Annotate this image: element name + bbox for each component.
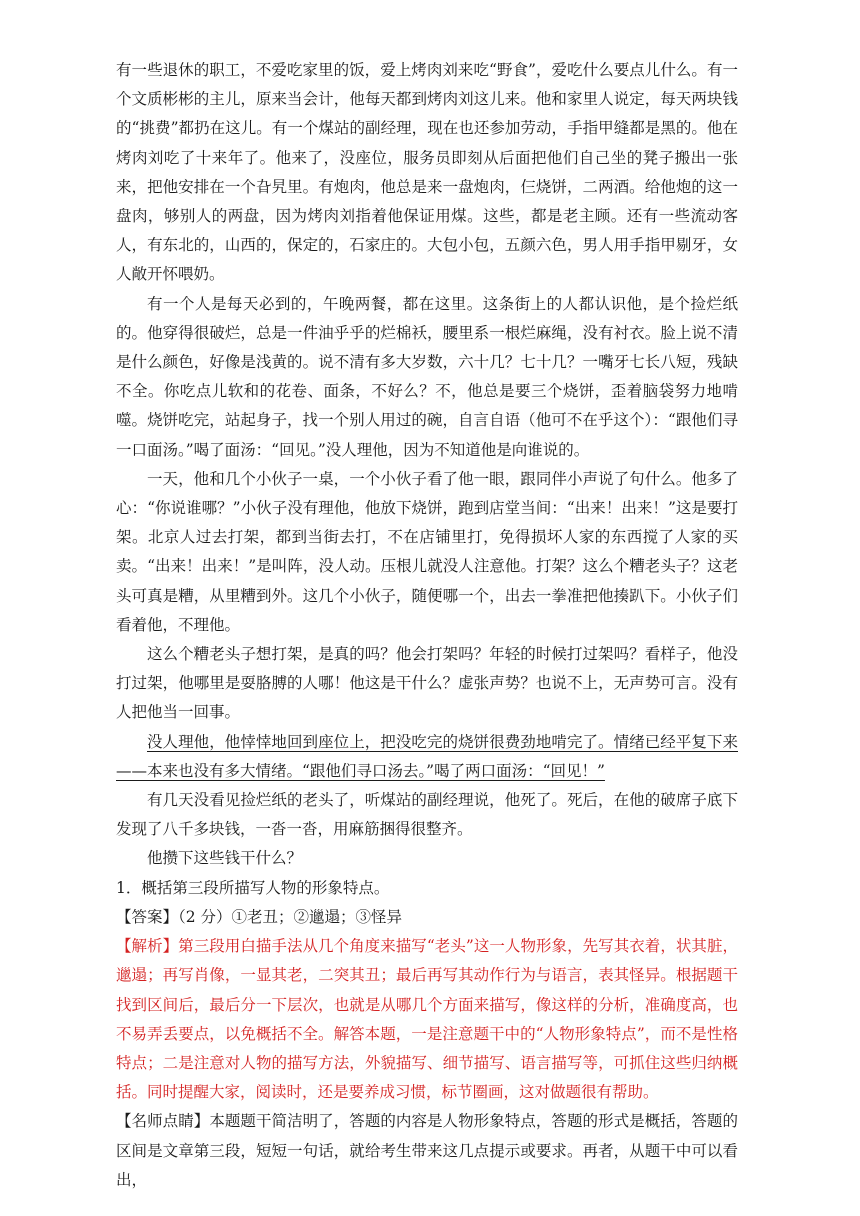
underlined-text: 没人理他，他悻悻地回到座位上，把没吃完的烧饼很费劲地啃完了。情绪已经平复下来——本来也没有多大情绪。“跟他们寻口汤去。”喝了两口面汤：“回见！” — [116, 732, 738, 780]
paragraph-3: 一天，他和几个小伙子一桌，一个小伙子看了他一眼，跟同伴小声说了句什么。他多了心：“你说谁哪？”小伙子没有理他，他放下烧饼，跑到店堂当间：“出来！出来！”这是要打架。北京人过去打架，都到当街去打，不在店铺里打，免得损坏人家的东西搅了人家的买卖。“出来！出来！”是叫阵，没人动。压根儿就没人注意他。打架？这么个糟老头子？这老头可真是糟，从里糟到外。这几个小伙子，随便哪一个，出去一拳准把他揍趴下。小伙子们看着他，不理他。 — [116, 469, 738, 634]
paragraph-1: 有一些退休的职工，不爱吃家里的饭，爱上烤肉刘来吃“野食”，爱吃什么要点儿什么。有一个文质彬彬的主儿，原来当会计，他每天都到烤肉刘这儿来。他和家里人说定，每天两块钱的“挑费”都扔在这儿。有一个煤站的副经理，现在也还参加劳动，手指甲缝都是黑的。他在烤肉刘吃了十来年了。他来了，没座位，服务员即刻从后面把他们自己坐的凳子搬出一张来，把他安排在一个旮旯里。有炮肉，他总是来一盘炮肉，仨烧饼，二两酒。给他炮的这一盘肉，够别人的两盘，因为烤肉刘指着他保证用煤。这些，都是老主顾。还有一些流动客人，有东北的，山西的，保定的，石家庄的。大包小包，五颜六色，男人用手指甲剔牙，女人敞开怀喂奶。 — [116, 61, 738, 284]
tip-text: 本题题干简洁明了，答题的内容是人物形象特点，答题的形式是概括，答题的区间是文章第三段，短短一句话，就给考生带来这几点提示或要求。再者，从题干中可以看出， — [116, 1112, 738, 1189]
tip-label: 【名师点睛】 — [116, 1112, 210, 1131]
paragraph-4: 这么个糟老头子想打架，是真的吗？他会打架吗？年轻的时候打过架吗？看样子，他没打过架，他哪里是耍胳膊的人哪！他这是干什么？虚张声势？也说不上，无声势可言。没有人把他当一回事。 — [116, 645, 738, 722]
paragraph-2: 有一个人是每天必到的，午晚两餐，都在这里。这条街上的人都认识他，是个捡烂纸的。他穿得很破烂，总是一件油乎乎的烂棉袄，腰里系一根烂麻绳，没有衬衣。脸上说不清是什么颜色，好像是浅黄的。说不清有多大岁数，六十几？七十几？一嘴牙七长八短，残缺不全。你吃点儿软和的花卷、面条，不好么？不，他总是要三个烧饼，歪着脑袋努力地啃噬。烧饼吃完，站起身子，找一个别人用过的碗，自言自语（他可不在乎这个）：“跟他们寻一口面汤。”喝了面汤：“回见。”没人理他，因为不知道他是向谁说的。 — [116, 294, 738, 459]
analysis-text: 第三段用白描手法从几个角度来描写“老头”这一人物形象，先写其衣着，状其脏，邋遢；再写肖像，一显其老，二突其丑；最后再写其动作行为与语言，表其怪异。根据题干找到区间后，最后分一下层次，也就是从哪几个方面来描写，像这样的分析，准确度高，也不易弄丢要点，以免概括不全。解答本题，一是注意题干中的“人物形象特点”，而不是性格特点；二是注意对人物的描写方法，外貌描写、细节描写、语言描写等，可抓住这些归纳概括。同时提醒大家，阅读时，还是要养成习惯，标节圈画，这对做题很有帮助。 — [116, 937, 738, 1102]
analysis-block — [116, 932, 738, 1107]
answer-label: 【答案】 — [116, 907, 179, 926]
paragraph-7: 他攒下这些钱干什么？ — [147, 849, 303, 868]
tip-block — [116, 1107, 738, 1195]
analysis-label: 【解析】 — [116, 937, 179, 956]
document-page — [116, 56, 738, 1195]
paragraph-6: 有几天没看见捡烂纸的老头了，听煤站的副经理说，他死了。死后，在他的破席子底下发现了八千多块钱，一沓一沓，用麻筋捆得很整齐。 — [116, 791, 738, 839]
answer-line — [116, 903, 738, 932]
question-1: 1．概括第三段所描写人物的形象特点。 — [116, 878, 390, 897]
paragraph-5-underlined — [116, 728, 738, 786]
answer-text: （2 分）①老丑；②邋遢；③怪异 — [178, 907, 403, 926]
